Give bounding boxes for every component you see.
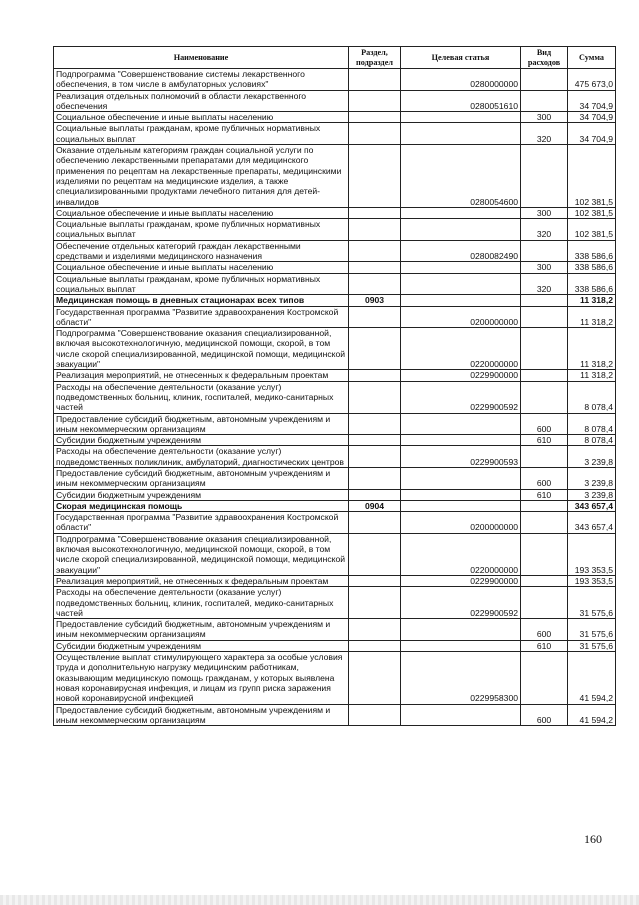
table-row <box>54 500 616 511</box>
cell-sum: 193 353,5 <box>568 575 616 586</box>
cell-kind: 600 <box>521 704 568 726</box>
cell-sum: 102 381,5 <box>568 207 616 218</box>
cell-kind <box>521 295 568 306</box>
cell-name: Социальные выплаты гражданам, кроме публичных нормативных социальных выплат <box>54 123 349 145</box>
cell-kind <box>521 145 568 208</box>
table-row <box>54 112 616 123</box>
cell-name: Подпрограмма "Совершенствование оказания специализированной, включая высокотехнологичную, медицинской помощи, скорой, в том числе скорой специализированной, медицинской помощи, медицинской эвакуации" <box>54 533 349 575</box>
cell-target <box>401 207 521 218</box>
table-row <box>54 619 616 641</box>
cell-section <box>349 90 401 112</box>
cell-name: Расходы на обеспечение деятельности (оказание услуг) подведомственных больниц, клиник, госпиталей, медико-санитарных частей <box>54 381 349 413</box>
page-number: 160 <box>584 832 602 846</box>
cell-section <box>349 704 401 726</box>
cell-kind <box>521 587 568 619</box>
table-row <box>54 704 616 726</box>
cell-kind: 610 <box>521 489 568 500</box>
cell-sum: 31 575,6 <box>568 640 616 651</box>
table-row <box>54 489 616 500</box>
cell-sum: 11 318,2 <box>568 295 616 306</box>
table-row <box>54 533 616 575</box>
cell-sum: 102 381,5 <box>568 145 616 208</box>
cell-section <box>349 207 401 218</box>
cell-sum: 3 239,8 <box>568 467 616 489</box>
cell-name: Реализация отдельных полномочий в области лекарственного обеспечения <box>54 90 349 112</box>
cell-name: Реализация мероприятий, не отнесенных к федеральным проектам <box>54 575 349 586</box>
cell-target <box>401 704 521 726</box>
cell-sum: 343 657,4 <box>568 512 616 534</box>
cell-target <box>401 435 521 446</box>
cell-section <box>349 219 401 241</box>
table-row <box>54 467 616 489</box>
cell-sum: 34 704,9 <box>568 90 616 112</box>
cell-kind <box>521 306 568 328</box>
cell-kind <box>521 533 568 575</box>
table-row <box>54 90 616 112</box>
cell-target: 0229900000 <box>401 575 521 586</box>
table-row <box>54 370 616 381</box>
cell-section <box>349 640 401 651</box>
cell-section <box>349 370 401 381</box>
cell-target <box>401 500 521 511</box>
cell-target: 0200000000 <box>401 306 521 328</box>
header-kind: Вид расходов <box>521 47 568 69</box>
cell-section <box>349 446 401 468</box>
cell-target: 0280000000 <box>401 69 521 91</box>
cell-name: Предоставление субсидий бюджетным, автономным учреждениям и иным некоммерческим организациям <box>54 704 349 726</box>
cell-section <box>349 512 401 534</box>
cell-kind <box>521 500 568 511</box>
header-name: Наименование <box>54 47 349 69</box>
table-row <box>54 219 616 241</box>
table-row <box>54 381 616 413</box>
cell-sum: 34 704,9 <box>568 112 616 123</box>
cell-section <box>349 381 401 413</box>
table-body <box>54 69 616 726</box>
cell-section <box>349 533 401 575</box>
cell-name: Оказание отдельным категориям граждан социальной услуги по обеспечению лекарственными препаратами для медицинского применения по рецептам на лекарственные препараты, медицинскими изделиями по рецептам на медицинские изделия, а также специализированными продуктами лечебного питания для детей-инвалидов <box>54 145 349 208</box>
cell-target: 0280051610 <box>401 90 521 112</box>
cell-kind: 610 <box>521 640 568 651</box>
cell-sum: 3 239,8 <box>568 489 616 500</box>
cell-name: Расходы на обеспечение деятельности (оказание услуг) подведомственных поликлиник, амбулаторий, диагностических центров <box>54 446 349 468</box>
cell-sum: 11 318,2 <box>568 306 616 328</box>
cell-kind <box>521 69 568 91</box>
cell-kind: 600 <box>521 619 568 641</box>
cell-section <box>349 273 401 295</box>
cell-section <box>349 145 401 208</box>
cell-target <box>401 489 521 500</box>
cell-target <box>401 619 521 641</box>
table-row <box>54 145 616 208</box>
cell-kind <box>521 240 568 262</box>
cell-section <box>349 587 401 619</box>
cell-name: Предоставление субсидий бюджетным, автономным учреждениям и иным некоммерческим организациям <box>54 413 349 435</box>
cell-name: Медицинская помощь в дневных стационарах всех типов <box>54 295 349 306</box>
cell-sum: 338 586,6 <box>568 240 616 262</box>
cell-section <box>349 435 401 446</box>
cell-name: Социальные выплаты гражданам, кроме публичных нормативных социальных выплат <box>54 219 349 241</box>
cell-section <box>349 69 401 91</box>
cell-sum: 475 673,0 <box>568 69 616 91</box>
cell-name: Субсидии бюджетным учреждениям <box>54 435 349 446</box>
cell-target: 0229900592 <box>401 587 521 619</box>
table-row <box>54 413 616 435</box>
cell-kind <box>521 446 568 468</box>
cell-target <box>401 123 521 145</box>
cell-target <box>401 273 521 295</box>
cell-name: Государственная программа "Развитие здравоохранения Костромской области" <box>54 512 349 534</box>
cell-kind <box>521 90 568 112</box>
cell-section <box>349 123 401 145</box>
table-row <box>54 446 616 468</box>
cell-target <box>401 640 521 651</box>
cell-target <box>401 262 521 273</box>
cell-section <box>349 306 401 328</box>
cell-sum: 338 586,6 <box>568 273 616 295</box>
cell-name: Субсидии бюджетным учреждениям <box>54 489 349 500</box>
cell-kind <box>521 512 568 534</box>
table-row <box>54 435 616 446</box>
cell-section <box>349 262 401 273</box>
cell-kind <box>521 381 568 413</box>
cell-sum: 41 594,2 <box>568 704 616 726</box>
cell-kind <box>521 370 568 381</box>
cell-sum: 31 575,6 <box>568 587 616 619</box>
budget-table <box>53 46 616 726</box>
table-row <box>54 575 616 586</box>
cell-name: Государственная программа "Развитие здравоохранения Костромской области" <box>54 306 349 328</box>
cell-kind: 320 <box>521 123 568 145</box>
cell-sum: 34 704,9 <box>568 123 616 145</box>
cell-kind: 300 <box>521 262 568 273</box>
cell-kind <box>521 575 568 586</box>
cell-name: Обеспечение отдельных категорий граждан лекарственными средствами и изделиями медицинского назначения <box>54 240 349 262</box>
header-target: Целевая статья <box>401 47 521 69</box>
cell-kind: 600 <box>521 467 568 489</box>
table-row <box>54 273 616 295</box>
cell-sum: 193 353,5 <box>568 533 616 575</box>
cell-target: 0280054600 <box>401 145 521 208</box>
cell-kind: 300 <box>521 207 568 218</box>
cell-target: 0220000000 <box>401 328 521 370</box>
cell-target: 0229900000 <box>401 370 521 381</box>
cell-target <box>401 467 521 489</box>
header-sum: Сумма <box>568 47 616 69</box>
cell-name: Социальные выплаты гражданам, кроме публичных нормативных социальных выплат <box>54 273 349 295</box>
cell-name: Социальное обеспечение и иные выплаты населению <box>54 207 349 218</box>
cell-section: 0904 <box>349 500 401 511</box>
header-section: Раздел, подраздел <box>349 47 401 69</box>
cell-name: Субсидии бюджетным учреждениям <box>54 640 349 651</box>
cell-section <box>349 328 401 370</box>
cell-section <box>349 112 401 123</box>
cell-name: Реализация мероприятий, не отнесенных к федеральным проектам <box>54 370 349 381</box>
table-row <box>54 587 616 619</box>
cell-name: Скорая медицинская помощь <box>54 500 349 511</box>
table-row <box>54 69 616 91</box>
cell-name: Осуществление выплат стимулирующего характера за особые условия труда и дополнительную нагрузку медицинским работникам, оказывающим медицинскую помощь гражданам, у которых выявлена новая коронавирусная инфекция, и лицам из групп риска заражения новой коронавирусной инфекцией <box>54 652 349 704</box>
cell-target: 0200000000 <box>401 512 521 534</box>
table-row <box>54 295 616 306</box>
cell-target: 0229958300 <box>401 652 521 704</box>
table-row <box>54 240 616 262</box>
cell-sum: 11 318,2 <box>568 328 616 370</box>
cell-target: 0229900593 <box>401 446 521 468</box>
table-row <box>54 306 616 328</box>
scan-edge-strip <box>0 895 639 905</box>
table-row <box>54 652 616 704</box>
cell-section: 0903 <box>349 295 401 306</box>
cell-name: Расходы на обеспечение деятельности (оказание услуг) подведомственных больниц, клиник, госпиталей, медико-санитарных частей <box>54 587 349 619</box>
cell-target: 0280082490 <box>401 240 521 262</box>
cell-section <box>349 489 401 500</box>
cell-target <box>401 112 521 123</box>
cell-section <box>349 240 401 262</box>
cell-kind: 300 <box>521 112 568 123</box>
cell-target <box>401 413 521 435</box>
cell-target <box>401 219 521 241</box>
cell-section <box>349 619 401 641</box>
cell-sum: 8 078,4 <box>568 413 616 435</box>
cell-sum: 102 381,5 <box>568 219 616 241</box>
cell-name: Социальное обеспечение и иные выплаты населению <box>54 112 349 123</box>
cell-kind: 610 <box>521 435 568 446</box>
cell-sum: 11 318,2 <box>568 370 616 381</box>
cell-kind <box>521 328 568 370</box>
cell-sum: 8 078,4 <box>568 435 616 446</box>
cell-sum: 41 594,2 <box>568 652 616 704</box>
cell-sum: 31 575,6 <box>568 619 616 641</box>
cell-name: Предоставление субсидий бюджетным, автономным учреждениям и иным некоммерческим организациям <box>54 619 349 641</box>
cell-sum: 338 586,6 <box>568 262 616 273</box>
cell-kind: 600 <box>521 413 568 435</box>
cell-name: Предоставление субсидий бюджетным, автономным учреждениям и иным некоммерческим организациям <box>54 467 349 489</box>
cell-section <box>349 413 401 435</box>
cell-name: Социальное обеспечение и иные выплаты населению <box>54 262 349 273</box>
table-row <box>54 123 616 145</box>
cell-target <box>401 295 521 306</box>
cell-sum: 343 657,4 <box>568 500 616 511</box>
cell-target: 0220000000 <box>401 533 521 575</box>
cell-name: Подпрограмма "Совершенствование оказания специализированной, включая высокотехнологичную, медицинской помощи, скорой, в том числе скорой специализированной, медицинской помощи, медицинской эвакуации" <box>54 328 349 370</box>
cell-sum: 8 078,4 <box>568 381 616 413</box>
header-row <box>54 47 616 69</box>
table-row <box>54 207 616 218</box>
cell-section <box>349 652 401 704</box>
cell-section <box>349 575 401 586</box>
table-row <box>54 512 616 534</box>
table-row <box>54 328 616 370</box>
cell-target: 0229900592 <box>401 381 521 413</box>
cell-section <box>349 467 401 489</box>
cell-sum: 3 239,8 <box>568 446 616 468</box>
cell-kind <box>521 652 568 704</box>
cell-name: Подпрограмма "Совершенствование системы лекарственного обеспечения, в том числе в амбулаторных условиях" <box>54 69 349 91</box>
table-row <box>54 640 616 651</box>
cell-kind: 320 <box>521 273 568 295</box>
table-row <box>54 262 616 273</box>
cell-kind: 320 <box>521 219 568 241</box>
